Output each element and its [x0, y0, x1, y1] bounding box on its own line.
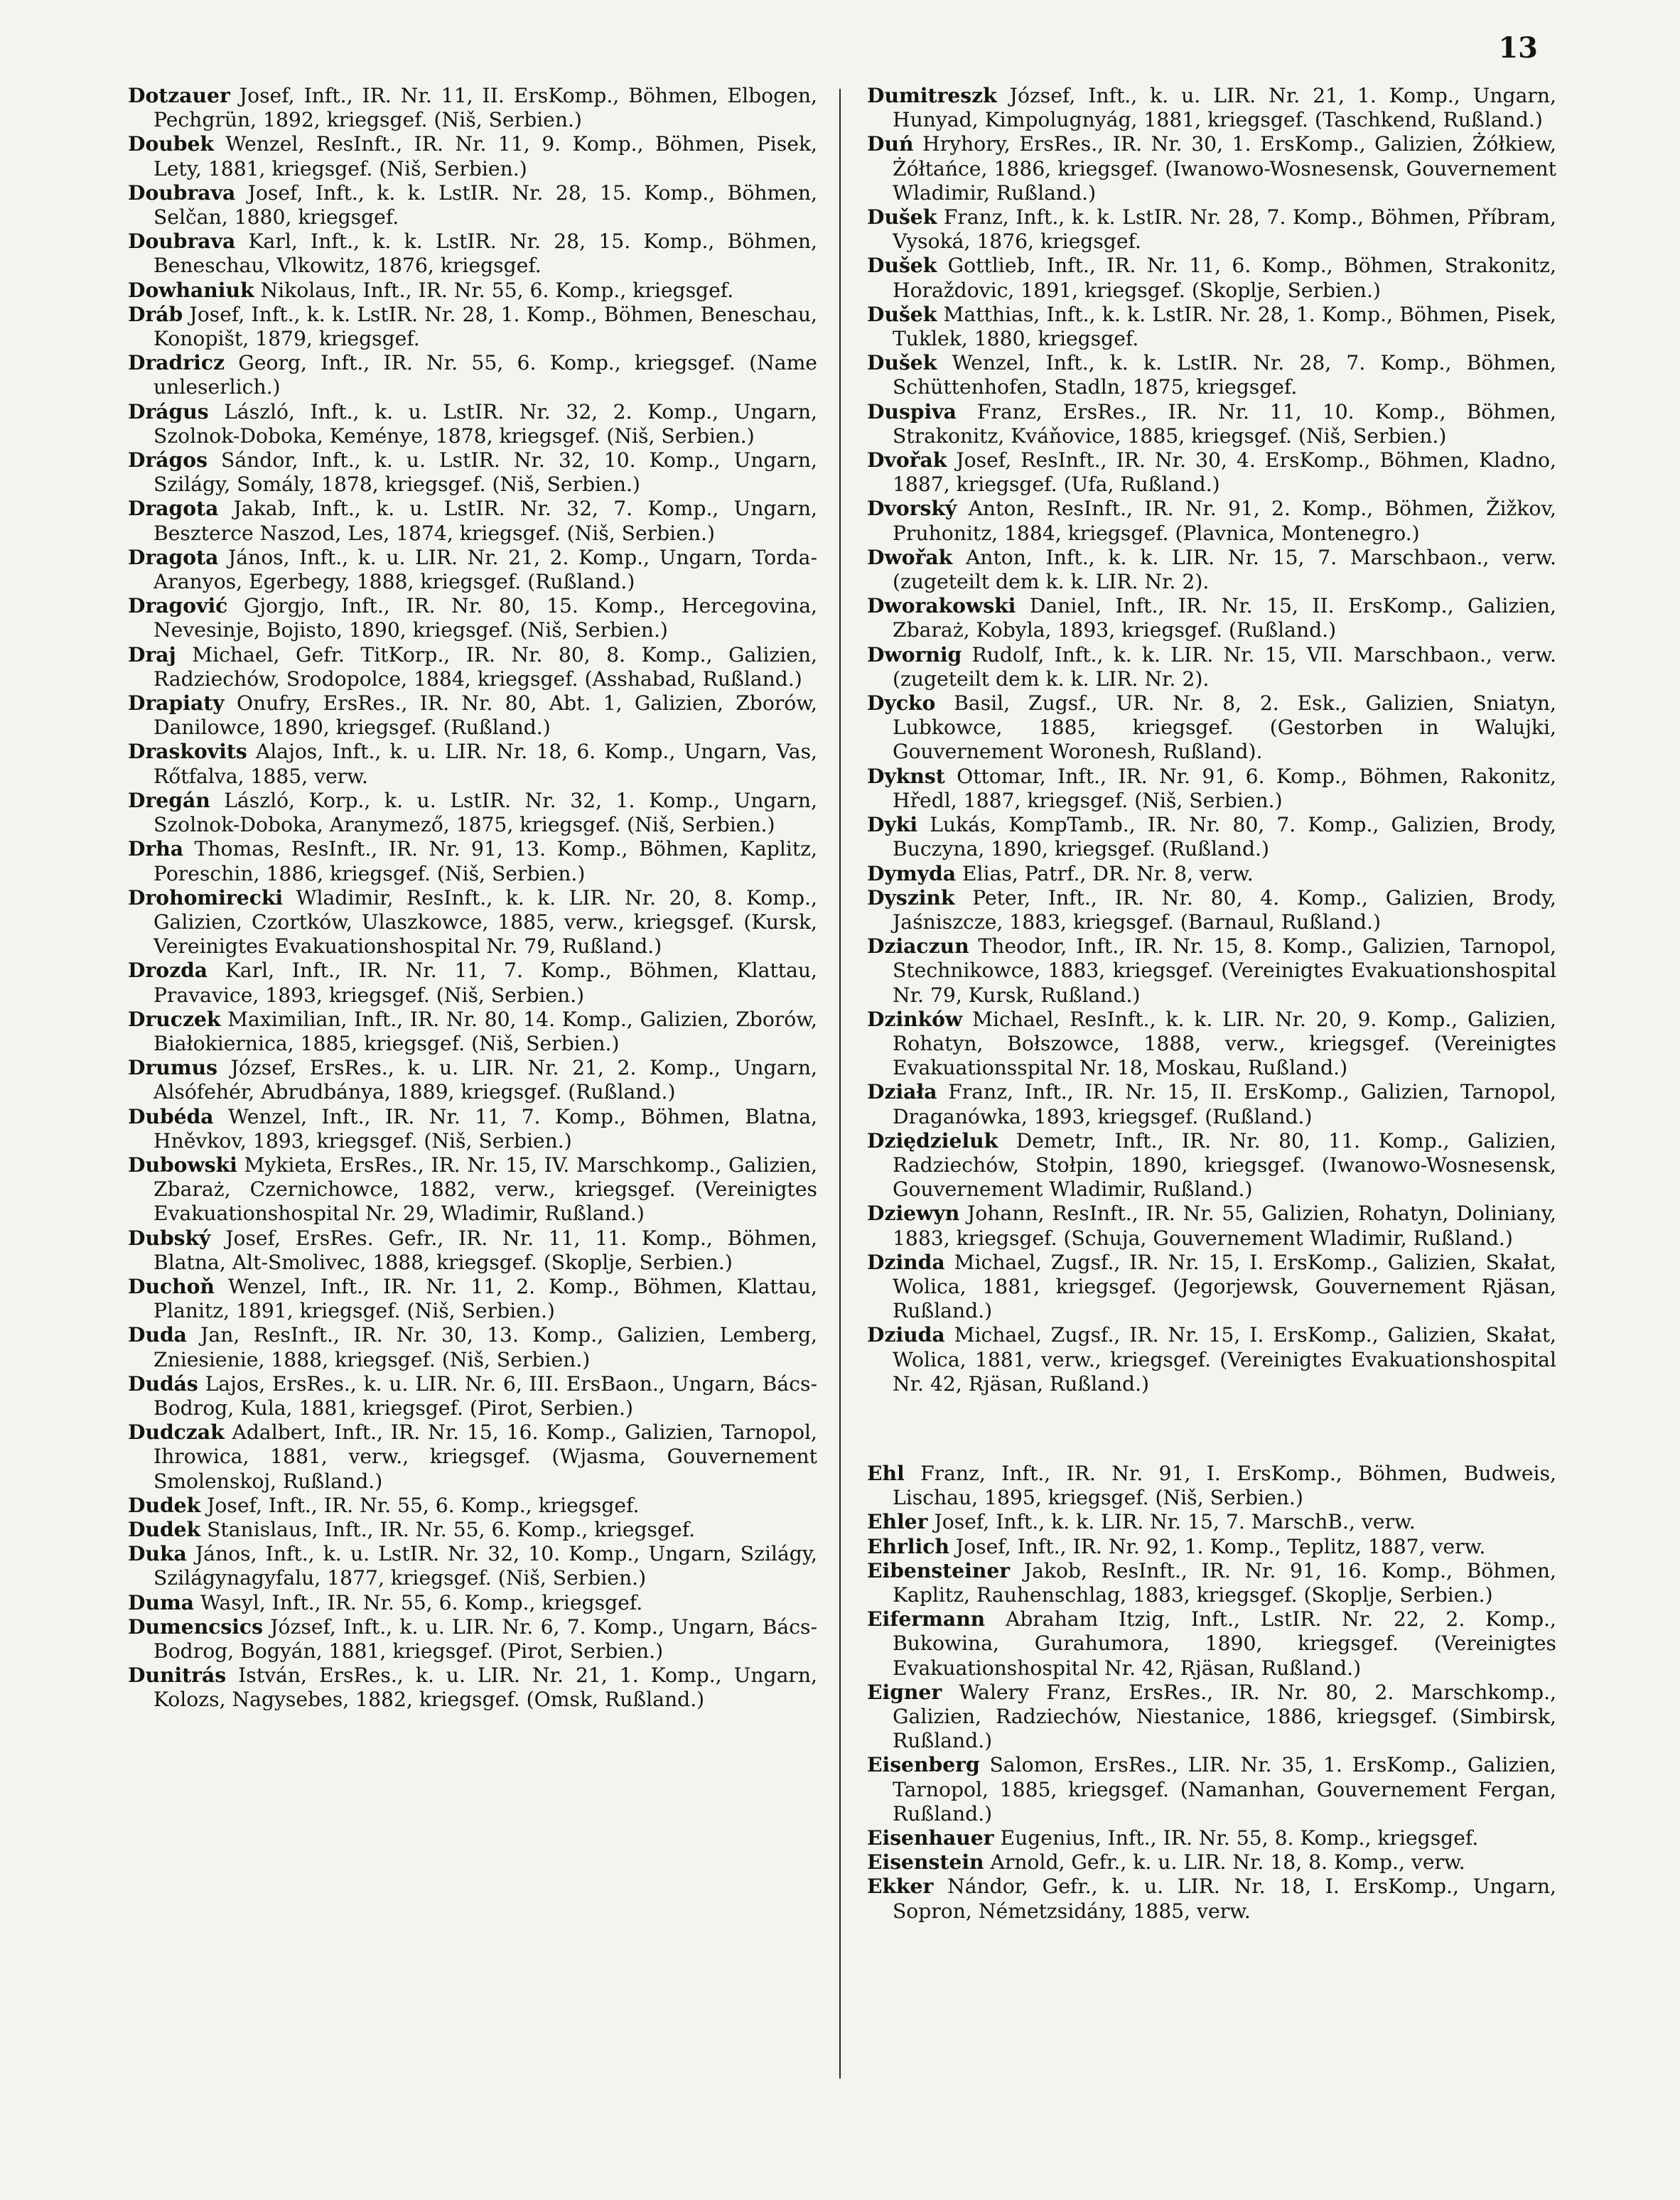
- list-entry: [128, 181, 817, 230]
- list-entry: [867, 1251, 1556, 1324]
- entry-name: Dubský: [128, 1226, 211, 1250]
- entry-text: Michael, Zugsf., IR. Nr. 15, I. ErsKomp., Galizien, Skałat, Wolica, 1881, verw., kriegsgef. (Vereinigtes Evakuationshospital Nr. 42, Rjäsan, Rußland.): [893, 1323, 1557, 1396]
- entry-text: Wenzel, ResInft., IR. Nr. 11, 9. Komp., Böhmen, Pisek, Lety, 1881, kriegsgef. (Niš, Serbien.): [154, 132, 817, 180]
- list-entry: [867, 765, 1556, 813]
- list-entry: [867, 1323, 1556, 1396]
- entry-text: Stanislaus, Inft., IR. Nr. 55, 6. Komp., kriegsgef.: [207, 1517, 696, 1541]
- entry-text: Franz, Inft., IR. Nr. 91, I. ErsKomp., Böhmen, Budweis, Lischau, 1895, kriegsgef. (Niš, Serbien.): [893, 1461, 1556, 1510]
- entry-name: Drozda: [128, 959, 208, 983]
- entry-text: László, Inft., k. u. LstIR. Nr. 32, 2. Komp., Ungarn, Szolnok-Doboka, Keménye, 1878, kriegsgef. (Niš, Serbien.): [154, 399, 817, 448]
- left-column: [128, 84, 817, 1713]
- list-entry: [867, 1129, 1556, 1202]
- list-entry: [867, 1753, 1556, 1826]
- entry-name: Dráb: [128, 302, 183, 326]
- entry-text: Gjorgjo, Inft., IR. Nr. 80, 15. Komp., Hercegovina, Nevesinje, Bojisto, 1890, kriegsgef. (Niš, Serbien.): [154, 594, 817, 642]
- list-entry: [867, 1607, 1556, 1681]
- entry-text: Walery Franz, ErsRes., IR. Nr. 80, 2. Marschkomp., Galizien, Radziechów, Niestanice, 1886, kriegsgef. (Simbirsk, Rußland.): [893, 1680, 1556, 1753]
- list-entry: [128, 1056, 817, 1104]
- entry-text: Franz, Inft., k. k. LstIR. Nr. 28, 7. Komp., Böhmen, Příbram, Vysoká, 1876, kriegsgef.: [893, 205, 1556, 254]
- list-entry: [128, 1008, 817, 1056]
- entry-text: Wenzel, Inft., IR. Nr. 11, 7. Komp., Böhmen, Blatna, Hněvkov, 1893, kriegsgef. (Niš, Serbien.): [154, 1104, 817, 1153]
- entry-name: Druczek: [128, 1007, 221, 1031]
- entry-name: Eigner: [867, 1680, 942, 1704]
- entry-text: Mykieta, ErsRes., IR. Nr. 15, IV. Marschkomp., Galizien, Zbaraż, Czernichowce, 1882, verw., kriegsgef. (Vereinigtes Evakuationshospital Nr. 29, Wladimir, Rußland.): [154, 1153, 817, 1226]
- list-entry: [128, 1275, 817, 1323]
- entry-name: Dubowski: [128, 1153, 237, 1177]
- list-entry: [128, 84, 817, 132]
- entry-name: Dyknst: [867, 764, 945, 788]
- list-entry: [867, 351, 1556, 399]
- list-entry: [867, 1080, 1556, 1128]
- list-entry: [867, 1202, 1556, 1250]
- list-entry: [128, 643, 817, 691]
- entry-text: Adalbert, Inft., IR. Nr. 15, 16. Komp., Galizien, Tarnopol, Ihrowica, 1881, verw., kriegsgef. (Wjasma, Gouvernement Smolenskoj, Rußland.): [154, 1420, 817, 1493]
- entry-text: Josef, Inft., IR. Nr. 55, 6. Komp., kriegsgef.: [207, 1493, 640, 1517]
- list-entry: [867, 594, 1556, 642]
- entry-text: Peter, Inft., IR. Nr. 80, 4. Komp., Galizien, Brody, Jaśniszcze, 1883, kriegsgef. (Barnaul, Rußland.): [893, 885, 1556, 934]
- list-entry: [128, 546, 817, 594]
- section-gap: [867, 1396, 1556, 1462]
- entry-text: Arnold, Gefr., k. u. LIR. Nr. 18, 8. Komp., verw.: [990, 1850, 1465, 1875]
- entry-name: Eibensteiner: [867, 1558, 1011, 1582]
- entry-text: Wasyl, Inft., IR. Nr. 55, 6. Komp., kriegsgef.: [200, 1590, 643, 1614]
- entry-name: Dudek: [128, 1517, 201, 1541]
- list-entry: [867, 205, 1556, 254]
- list-entry: [867, 400, 1556, 448]
- entry-name: Dušek: [867, 254, 937, 278]
- list-entry: [867, 934, 1556, 1008]
- list-entry: [128, 837, 817, 885]
- list-entry: [128, 691, 817, 740]
- entry-text: Franz, ErsRes., IR. Nr. 11, 10. Komp., Böhmen, Strakonitz, Kváňovice, 1885, kriegsgef. (Niš, Serbien.): [893, 399, 1556, 448]
- entry-text: Basil, Zugsf., UR. Nr. 8, 2. Esk., Galizien, Sniatyn, Lubkowce, 1885, kriegsgef. (Gestorben in Walujki, Gouvernement Woronesh, Rußland).: [893, 691, 1556, 764]
- entry-text: Demetr, Inft., IR. Nr. 80, 11. Komp., Galizien, Radziechów, Stołpin, 1890, kriegsgef. (Iwanowo-Wosnesensk, Gouvernement Wladimir, Rußland.): [893, 1128, 1556, 1202]
- entry-text: László, Korp., k. u. LstIR. Nr. 32, 1. Komp., Ungarn, Szolnok-Doboka, Aranymező, 1875, kriegsgef. (Niš, Serbien.): [154, 788, 817, 837]
- entry-name: Dragota: [128, 545, 219, 569]
- entry-name: Dzinda: [867, 1250, 945, 1274]
- entry-name: Dragović: [128, 594, 228, 618]
- list-entry: [128, 1664, 817, 1712]
- entry-name: Drágos: [128, 448, 208, 473]
- entry-text: Michael, Gefr. TitKorp., IR. Nr. 80, 8. Komp., Galizien, Radziechów, Srodopolce, 1884, kriegsgef. (Asshabad, Rußland.): [154, 642, 818, 691]
- list-entry: [128, 1542, 817, 1590]
- list-entry: [128, 497, 817, 545]
- list-entry: [128, 1153, 817, 1226]
- column-divider: [839, 89, 841, 2078]
- entry-name: Dubéda: [128, 1104, 214, 1128]
- list-entry: [867, 1510, 1556, 1534]
- entry-text: Rudolf, Inft., k. k. LIR. Nr. 15, VII. Marschbaon., verw. (zugeteilt dem k. k. LIR. Nr. 2).: [893, 642, 1556, 691]
- list-entry: [867, 303, 1556, 351]
- entry-name: Drágus: [128, 399, 209, 424]
- list-entry: [867, 1008, 1556, 1081]
- list-entry: [128, 448, 817, 497]
- entry-text: Theodor, Inft., IR. Nr. 15, 8. Komp., Galizien, Tarnopol, Stechnikowce, 1883, kriegsgef. (Vereinigtes Evakuationshospital Nr. 79, Kursk, Rußland.): [893, 934, 1556, 1007]
- entry-text: Johann, ResInft., IR. Nr. 55, Galizien, Rohatyn, Doliniany, 1883, kriegsgef. (Schuja, Gouvernement Wladimir, Rußland.): [893, 1202, 1556, 1250]
- entry-name: Dziuda: [867, 1323, 945, 1347]
- entry-name: Dziędzieluk: [867, 1128, 998, 1153]
- entry-name: Draskovits: [128, 740, 247, 764]
- entry-name: Dušek: [867, 302, 937, 326]
- entry-text: Nándor, Gefr., k. u. LIR. Nr. 18, I. ErsKomp., Ungarn, Sopron, Németzsidány, 1885, verw.: [893, 1875, 1556, 1923]
- entry-text: Onufry, ErsRes., IR. Nr. 80, Abt. 1, Galizien, Zborów, Danilowce, 1890, kriegsgef. (Rußland.): [154, 691, 817, 740]
- entry-text: Wenzel, Inft., k. k. LstIR. Nr. 28, 7. Komp., Böhmen, Schüttenhofen, Stadln, 1875, kriegsgef.: [893, 351, 1556, 399]
- entry-text: János, Inft., k. u. LstIR. Nr. 32, 10. Komp., Ungarn, Szilágy, Szilágynagyfalu, 1877, kriegsgef. (Niš, Serbien.): [154, 1542, 817, 1590]
- entry-text: Josef, Inft., k. k. LstIR. Nr. 28, 1. Komp., Böhmen, Beneschau, Konopišt, 1879, kriegsgef.: [154, 302, 817, 351]
- entry-name: Ehler: [867, 1510, 928, 1534]
- entry-text: Wenzel, Inft., IR. Nr. 11, 2. Komp., Böhmen, Klattau, Planitz, 1891, kriegsgef. (Niš, Serbien.): [154, 1274, 818, 1323]
- entry-text: Georg, Inft., IR. Nr. 55, 6. Komp., kriegsgef. (Name unleserlich.): [154, 351, 817, 399]
- list-entry: [128, 303, 817, 351]
- page-number: 13: [1498, 31, 1538, 65]
- list-entry: [867, 448, 1556, 497]
- entry-name: Ehrlich: [867, 1534, 949, 1558]
- list-entry: [128, 230, 817, 278]
- list-entry: [128, 740, 817, 788]
- entry-name: Drha: [128, 837, 184, 861]
- list-entry: [128, 1372, 817, 1420]
- entry-name: Dušek: [867, 205, 937, 230]
- entry-text: István, ErsRes., k. u. LIR. Nr. 21, 1. Komp., Ungarn, Kolozs, Nagysebes, 1882, kriegsgef. (Omsk, Rußland.): [154, 1664, 817, 1712]
- entry-name: Duka: [128, 1542, 187, 1566]
- entry-name: Duma: [128, 1590, 195, 1614]
- entry-text: Ottomar, Inft., IR. Nr. 91, 6. Komp., Böhmen, Rakonitz, Hředl, 1887, kriegsgef. (Niš, Serbien.): [893, 764, 1556, 812]
- entry-text: Lajos, ErsRes., k. u. LIR. Nr. 6, III. ErsBaon., Ungarn, Bács-Bodrog, Kula, 1881, kriegsgef. (Pirot, Serbien.): [154, 1371, 817, 1420]
- list-entry: [128, 594, 817, 642]
- list-entry: [128, 279, 817, 303]
- entry-text: Michael, Zugsf., IR. Nr. 15, I. ErsKomp., Galizien, Skałat, Wolica, 1881, kriegsgef. (Jegorjewsk, Gouvernement Rjäsan, Rußland.): [893, 1250, 1557, 1323]
- entry-name: Dregán: [128, 788, 210, 812]
- entry-text: József, ErsRes., k. u. LIR. Nr. 21, 2. Komp., Ungarn, Alsófehér, Abrudbánya, 1889, kriegsgef. (Rußland.): [154, 1056, 817, 1104]
- list-entry: [128, 400, 817, 448]
- entry-text: Lukás, KompTamb., IR. Nr. 80, 7. Komp., Galizien, Brody, Buczyna, 1890, kriegsgef. (Rußland.): [893, 813, 1556, 861]
- entry-text: József, Inft., k. u. LIR. Nr. 6, 7. Komp., Ungarn, Bács-Bodrog, Bogyán, 1881, kriegsgef. (Pirot, Serbien.): [154, 1614, 817, 1663]
- entry-text: Josef, ResInft., IR. Nr. 30, 4. ErsKomp., Böhmen, Kladno, 1887, kriegsgef. (Ufa, Rußland.): [893, 448, 1556, 497]
- entry-name: Duspiva: [867, 399, 957, 424]
- list-entry: [128, 789, 817, 837]
- entry-text: Thomas, ResInft., IR. Nr. 91, 13. Komp., Böhmen, Kaplitz, Poreschin, 1886, kriegsgef. (Niš, Serbien.): [154, 837, 817, 885]
- list-entry: [867, 1559, 1556, 1607]
- list-entry: [128, 1226, 817, 1275]
- entry-text: Sándor, Inft., k. u. LstIR. Nr. 32, 10. Komp., Ungarn, Szilágy, Somály, 1878, kriegsgef. (Niš, Serbien.): [154, 448, 817, 497]
- entry-name: Doubrava: [128, 230, 236, 254]
- list-entry: [128, 1518, 817, 1542]
- entry-name: Doubek: [128, 132, 214, 156]
- entry-name: Eifermann: [867, 1607, 986, 1632]
- entry-text: Daniel, Inft., IR. Nr. 15, II. ErsKomp., Galizien, Zbaraż, Kobyla, 1893, kriegsgef. (Rußland.): [893, 594, 1556, 642]
- entry-name: Dudek: [128, 1493, 201, 1517]
- list-entry: [867, 1875, 1556, 1923]
- entry-name: Dvorský: [867, 497, 957, 521]
- list-entry: [867, 84, 1556, 132]
- list-entry: [867, 1462, 1556, 1510]
- list-entry: [867, 1826, 1556, 1850]
- list-entry: [867, 254, 1556, 302]
- entry-name: Dvořak: [867, 448, 947, 473]
- entry-name: Eisenberg: [867, 1753, 980, 1777]
- entry-name: Duchoň: [128, 1274, 215, 1298]
- entry-text: József, Inft., k. u. LIR. Nr. 21, 1. Komp., Ungarn, Hunyad, Kimpolugnyág, 1881, kriegsgef. (Taschkend, Rußland.): [893, 84, 1556, 132]
- entry-name: Ekker: [867, 1875, 934, 1899]
- entry-text: Michael, ResInft., k. k. LIR. Nr. 20, 9. Komp., Galizien, Rohatyn, Bołszowce, 1888, verw., kriegsgef. (Vereinigtes Evakuationsspital Nr. 18, Moskau, Rußland.): [893, 1007, 1556, 1080]
- entry-text: Anton, ResInft., IR. Nr. 91, 2. Komp., Böhmen, Žižkov, Pruhonitz, 1884, kriegsgef. (Plavnica, Montenegro.): [893, 497, 1556, 545]
- entry-text: Jakab, Inft., k. u. LstIR. Nr. 32, 7. Komp., Ungarn, Beszterce Naszod, Les, 1874, kriegsgef. (Niš, Serbien.): [154, 497, 817, 545]
- list-entry: [867, 497, 1556, 545]
- entry-name: Dunitrás: [128, 1664, 227, 1688]
- entry-name: Ehl: [867, 1461, 905, 1485]
- entry-name: Dumencsics: [128, 1614, 263, 1639]
- entry-name: Dowhaniuk: [128, 278, 254, 302]
- entry-text: Salomon, ErsRes., LIR. Nr. 35, 1. ErsKomp., Galizien, Tarnopol, 1885, kriegsgef. (Namanhan, Gouvernement Fergan, Rußland.): [893, 1753, 1556, 1826]
- list-entry: [128, 1105, 817, 1153]
- entry-name: Drumus: [128, 1056, 217, 1080]
- entry-name: Dušek: [867, 351, 937, 375]
- entry-text: Josef, Inft., k. k. LIR. Nr. 15, 7. MarschB., verw.: [934, 1510, 1416, 1534]
- list-entry: [867, 691, 1556, 765]
- entry-text: Karl, Inft., IR. Nr. 11, 7. Komp., Böhmen, Klattau, Pravavice, 1893, kriegsgef. (Niš, Serbien.): [154, 959, 817, 1007]
- entry-name: Dotzauer: [128, 84, 230, 107]
- entry-text: Maximilian, Inft., IR. Nr. 80, 14. Komp., Galizien, Zborów, Białokiernica, 1885, kriegsgef. (Niš, Serbien.): [154, 1007, 817, 1055]
- list-entry: [128, 1615, 817, 1664]
- entry-text: Eugenius, Inft., IR. Nr. 55, 8. Komp., kriegsgef.: [1000, 1826, 1479, 1850]
- entry-text: Jan, ResInft., IR. Nr. 30, 13. Komp., Galizien, Lemberg, Zniesienie, 1888, kriegsgef. (Niš, Serbien.): [154, 1323, 817, 1371]
- entry-name: Draj: [128, 642, 176, 667]
- entry-name: Dudás: [128, 1371, 198, 1396]
- entry-text: Karl, Inft., k. k. LstIR. Nr. 28, 15. Komp., Böhmen, Beneschau, Vlkowitz, 1876, kriegsgef.: [154, 230, 817, 278]
- list-entry: [128, 1591, 817, 1615]
- list-entry: [128, 1323, 817, 1371]
- entry-name: Dudczak: [128, 1420, 225, 1445]
- entry-name: Dwořak: [867, 545, 953, 569]
- entry-text: Hryhory, ErsRes., IR. Nr. 30, 1. ErsKomp., Galizien, Żółkiew, Żółtańce, 1886, kriegsgef. (Iwanowo-Wosnesensk, Gouvernement Wladimir, Rußland.): [893, 132, 1556, 205]
- entry-name: Eisenhauer: [867, 1826, 994, 1850]
- entry-name: Dyszink: [867, 885, 955, 910]
- entry-name: Dymyda: [867, 861, 956, 885]
- entry-text: Anton, Inft., k. k. LIR. Nr. 15, 7. Marschbaon., verw. (zugeteilt dem k. k. LIR. Nr. 2).: [893, 545, 1556, 594]
- list-entry: [867, 813, 1556, 861]
- entry-name: Dycko: [867, 691, 936, 716]
- list-entry: [128, 132, 817, 180]
- entry-text: Nikolaus, Inft., IR. Nr. 55, 6. Komp., kriegsgef.: [260, 278, 734, 302]
- list-entry: [867, 1850, 1556, 1875]
- list-entry: [128, 959, 817, 1007]
- entry-name: Doubrava: [128, 180, 236, 205]
- entry-text: Wladimir, ResInft., k. k. LIR. Nr. 20, 8. Komp., Galizien, Czortków, Ulaszkowce, 1885, verw., kriegsgef. (Kursk, Vereinigtes Evakuationshospital Nr. 79, Rußland.): [154, 885, 817, 959]
- entry-name: Dziewyn: [867, 1202, 960, 1226]
- list-entry: [867, 132, 1556, 205]
- entry-name: Dyki: [867, 813, 918, 837]
- entry-name: Eisenstein: [867, 1850, 984, 1875]
- entry-text: Abraham Itzig, Inft., LstIR. Nr. 22, 2. Komp., Bukowina, Gurahumora, 1890, kriegsgef. (Vereinigtes Evakuationshospital Nr. 42, Rjäsan, Rußland.): [893, 1607, 1556, 1680]
- entry-name: Dzinków: [867, 1007, 963, 1031]
- entry-name: Dwornig: [867, 642, 962, 667]
- right-column: [867, 84, 1556, 1924]
- entry-text: Josef, ErsRes. Gefr., IR. Nr. 11, 11. Komp., Böhmen, Blatna, Alt-Smolivec, 1888, kriegsgef. (Skoplje, Serbien.): [154, 1226, 817, 1274]
- entry-text: Alajos, Inft., k. u. LIR. Nr. 18, 6. Komp., Ungarn, Vas, Rőtfalva, 1885, verw.: [154, 740, 817, 788]
- entry-text: Josef, Inft., IR. Nr. 92, 1. Komp., Teplitz, 1887, verw.: [955, 1534, 1486, 1558]
- list-entry: [867, 1681, 1556, 1754]
- list-entry: [867, 1535, 1556, 1559]
- entry-name: Dradricz: [128, 351, 225, 375]
- entry-text: Josef, Inft., k. k. LstIR. Nr. 28, 15. Komp., Böhmen, Selčan, 1880, kriegsgef.: [154, 180, 817, 230]
- entry-text: Franz, Inft., IR. Nr. 15, II. ErsKomp., Galizien, Tarnopol, Draganówka, 1893, kriegsgef. (Rußland.): [893, 1080, 1556, 1128]
- entry-text: Elias, Patrf., DR. Nr. 8, verw.: [962, 861, 1254, 885]
- entry-text: Josef, Inft., IR. Nr. 11, II. ErsKomp., Böhmen, Elbogen, Pechgrün, 1892, kriegsgef. (Niš, Serbien.): [154, 84, 817, 132]
- list-entry: [867, 886, 1556, 934]
- entry-name: Drohomirecki: [128, 885, 284, 910]
- entry-text: Matthias, Inft., k. k. LstIR. Nr. 28, 1. Komp., Böhmen, Pisek, Tuklek, 1880, kriegsgef.: [893, 302, 1556, 351]
- entry-text: Gottlieb, Inft., IR. Nr. 11, 6. Komp., Böhmen, Strakonitz, Horaždovic, 1891, kriegsgef. (Skoplje, Serbien.): [893, 254, 1556, 302]
- list-entry: [128, 1494, 817, 1518]
- entry-name: Drapiaty: [128, 691, 225, 716]
- entry-name: Dumitreszk: [867, 84, 997, 107]
- entry-name: Dragota: [128, 497, 219, 521]
- entry-name: Dziaczun: [867, 934, 969, 959]
- list-entry: [128, 886, 817, 959]
- list-entry: [867, 862, 1556, 886]
- list-entry: [867, 546, 1556, 594]
- entry-name: Duń: [867, 132, 914, 156]
- entry-name: Działa: [867, 1080, 937, 1104]
- list-entry: [867, 643, 1556, 691]
- list-entry: [128, 1420, 817, 1494]
- entry-name: Duda: [128, 1323, 187, 1347]
- entry-text: Jakob, ResInft., IR. Nr. 91, 16. Komp., Böhmen, Kaplitz, Rauhenschlag, 1883, kriegsgef. (Skoplje, Serbien.): [893, 1558, 1556, 1607]
- list-entry: [128, 351, 817, 399]
- entry-name: Dworakowski: [867, 594, 1016, 618]
- entry-text: János, Inft., k. u. LIR. Nr. 21, 2. Komp., Ungarn, Torda-Aranyos, Egerbegy, 1888, kriegsgef. (Rußland.): [154, 545, 817, 594]
